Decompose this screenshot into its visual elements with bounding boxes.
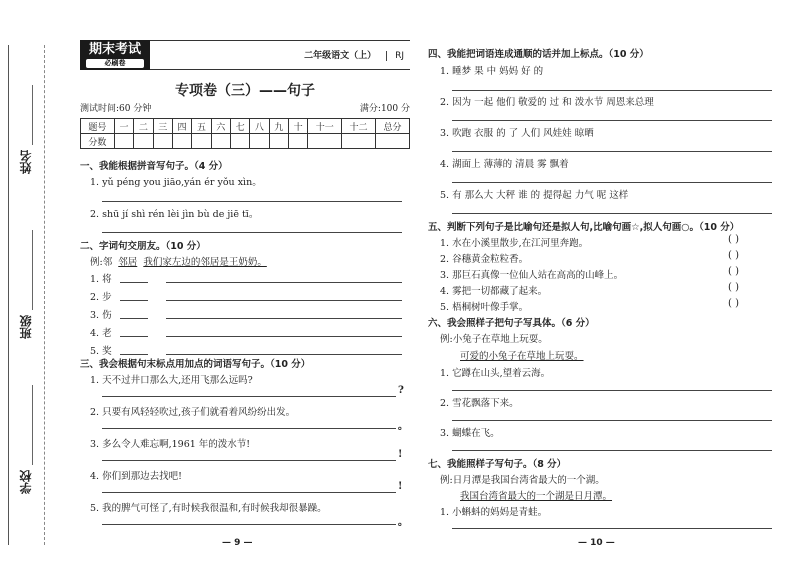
score-table: [80, 118, 410, 149]
section-3-title: 三、我会根据句末标点用加点的词语写句子。（10 分）: [80, 359, 311, 370]
answer-line[interactable]: [452, 120, 772, 121]
sentence-item: 3. 多么令人难忘啊,1961 年的泼水节!: [90, 439, 251, 450]
sentence-item: 2. 只要有风轻轻吹过,孩子们就看着风纷纷出发。: [90, 407, 296, 418]
judge-item: 2. 谷穗黄金粒粒香。: [440, 254, 529, 265]
name-label: 姓名: [18, 150, 33, 174]
name-field: [10, 150, 40, 177]
section-7-title: 七、我能照样子写句子。（8 分）: [428, 459, 567, 470]
score-cell[interactable]: [375, 134, 409, 149]
score-cell[interactable]: [192, 134, 211, 149]
end-punct: ?: [398, 385, 404, 396]
score-cell[interactable]: [342, 134, 376, 149]
answer-line[interactable]: [452, 213, 772, 214]
page-title: 专项卷（三）——句子: [175, 83, 315, 99]
word-order-item: 1. 睡梦 果 中 妈妈 好 的: [440, 66, 544, 77]
answer-paren[interactable]: ( ): [728, 298, 739, 309]
score-cell[interactable]: [269, 134, 288, 149]
expand-item: 2. 雪花飘落下来。: [440, 398, 519, 409]
binding-strip: [0, 0, 58, 580]
cut-line: [44, 45, 45, 545]
score-cell[interactable]: [211, 134, 230, 149]
word-item: 2. 步: [90, 292, 112, 303]
score-header-cell: 九: [269, 119, 288, 134]
exam-logo: [80, 40, 150, 70]
sentence-blank[interactable]: [166, 300, 402, 301]
score-header-cell: 一: [114, 119, 133, 134]
sentence-blank[interactable]: [166, 282, 402, 283]
score-table-header-row: [81, 119, 410, 134]
score-header-cell: 总分: [375, 119, 409, 134]
score-header-cell: 三: [153, 119, 172, 134]
judge-item: 4. 雾把一切都藏了起来。: [440, 286, 548, 297]
section-6-title: 六、我会照样子把句子写具体。（6 分）: [428, 318, 595, 329]
word-blank[interactable]: [120, 318, 148, 319]
class-field: [10, 315, 40, 342]
answer-line[interactable]: [452, 450, 772, 451]
answer-paren[interactable]: ( ): [728, 250, 739, 261]
end-punct: 。: [398, 421, 408, 432]
grade-text: 二年级语文（上）: [304, 51, 377, 61]
answer-line[interactable]: [102, 492, 396, 493]
answer-line[interactable]: [452, 182, 772, 183]
word-order-item: 2. 因为 一起 他们 敬爱的 过 和 泼水节 周恩来总理: [440, 97, 654, 108]
score-cell[interactable]: [250, 134, 269, 149]
answer-line[interactable]: [452, 151, 772, 152]
word-blank[interactable]: [120, 336, 148, 337]
answer-paren[interactable]: ( ): [728, 266, 739, 277]
answer-paren[interactable]: ( ): [728, 282, 739, 293]
pinyin-question: 2. shū jí shì rén lèi jìn bù de jiē tī。: [90, 209, 259, 220]
section-1-title: 一、我能根据拼音写句子。（4 分）: [80, 161, 228, 172]
word-item: 3. 伤: [90, 310, 112, 321]
judge-item: 5. 梧桐树叶像手掌。: [440, 302, 529, 313]
answer-line[interactable]: [452, 528, 772, 529]
word-blank[interactable]: [120, 354, 148, 355]
answer-line[interactable]: [452, 390, 772, 391]
word-blank[interactable]: [120, 282, 148, 283]
score-header-cell: 题号: [81, 119, 115, 134]
score-cell[interactable]: [230, 134, 249, 149]
section-7-example: 例:日月潭是我国台湾省最大的一个湖。: [440, 475, 605, 486]
expand-item: 3. 蝴蝶在飞。: [440, 428, 500, 439]
answer-line[interactable]: [102, 524, 396, 525]
answer-line[interactable]: [102, 232, 402, 233]
section-6-example-answer: 可爱的小兔子在草地上玩耍。: [460, 351, 584, 362]
logo-main: 期末考试: [88, 42, 141, 57]
judge-item: 1. 水在小溪里散步,在江河里奔跑。: [440, 238, 589, 249]
left-page: [62, 0, 412, 580]
edition-text: RJ: [386, 51, 404, 61]
word-item: 1. 将: [90, 274, 112, 285]
score-cell[interactable]: [153, 134, 172, 149]
answer-line[interactable]: [102, 396, 396, 397]
sentence-blank[interactable]: [166, 336, 402, 337]
example-prefix: 例:邻: [90, 257, 113, 268]
end-punct: !: [398, 449, 403, 460]
score-header-cell: 八: [250, 119, 269, 134]
score-header-cell: 十: [288, 119, 307, 134]
page-number: — 9 —: [222, 538, 253, 548]
answer-line[interactable]: [102, 460, 396, 461]
name-underline[interactable]: [32, 85, 33, 145]
logo-sub: 必刷卷: [86, 59, 144, 68]
school-field: [10, 470, 40, 497]
end-punct: 。: [398, 517, 408, 528]
end-punct: !: [398, 481, 403, 492]
exam-meta: [80, 101, 410, 114]
score-header-cell: 六: [211, 119, 230, 134]
word-order-item: 3. 吹跑 衣服 的 了 人们 风娃娃 晾晒: [440, 128, 594, 139]
answer-line[interactable]: [452, 90, 772, 91]
score-header-cell: 七: [230, 119, 249, 134]
score-header-cell: 四: [172, 119, 191, 134]
score-header-cell: 五: [192, 119, 211, 134]
school-label: 学校: [18, 470, 33, 494]
score-cell[interactable]: [308, 134, 342, 149]
answer-line[interactable]: [452, 420, 772, 421]
sentence-blank[interactable]: [166, 318, 402, 319]
grade-label: [304, 48, 404, 61]
score-cell[interactable]: [114, 134, 133, 149]
example-word: 邻居: [118, 257, 138, 268]
score-header-cell: 十二: [342, 119, 376, 134]
answer-line[interactable]: [102, 428, 396, 429]
score-table-value-row: [81, 134, 410, 149]
judge-item: 3. 那巨石真像一位仙人站在高高的山峰上。: [440, 270, 624, 281]
word-item: 5. 奖: [90, 346, 112, 357]
test-time: 测试时间:60 分钟: [80, 104, 152, 114]
sentence-item: 4. 你们到那边去找吧!: [90, 471, 182, 482]
sentence-item: 1. 天不过井口那么大,还用飞那么远吗?: [90, 375, 253, 386]
binding-line: [8, 45, 9, 545]
answer-paren[interactable]: ( ): [728, 234, 739, 245]
class-underline[interactable]: [32, 230, 33, 310]
section-4-title: 四、我能把词语连成通顺的话并加上标点。（10 分）: [428, 49, 649, 60]
word-order-item: 4. 湖面上 薄薄的 清晨 雾 飘着: [440, 159, 569, 170]
section-6-example: 例:小兔子在草地上玩耍。: [440, 334, 548, 345]
pinyin-question: 1. yǔ péng you jiāo,yán ér yǒu xìn。: [90, 177, 262, 188]
rewrite-item: 1. 小蝌蚪的妈妈是青蛙。: [440, 507, 548, 518]
class-label: 班级: [18, 315, 33, 339]
section-2-title: 二、字词句交朋友。（10 分）: [80, 241, 206, 252]
full-score: 满分:100 分: [359, 104, 410, 114]
school-underline[interactable]: [32, 385, 33, 465]
answer-line[interactable]: [102, 201, 402, 202]
word-order-item: 5. 有 那么大 大秤 谁 的 提得起 力气 呢 这样: [440, 190, 629, 201]
section-5-title: 五、判断下列句子是比喻句还是拟人句,比喻句画☆,拟人句画○。（10 分）: [428, 222, 740, 233]
word-item: 4. 老: [90, 328, 112, 339]
sentence-blank[interactable]: [166, 354, 402, 355]
expand-item: 1. 它蹲在山头,望着云海。: [440, 368, 551, 379]
right-page: [428, 0, 780, 580]
score-row-label: 分数: [81, 134, 115, 149]
score-cell[interactable]: [288, 134, 307, 149]
example-sentence: 我们家左边的邻居是王奶奶。: [143, 257, 267, 268]
score-header-cell: 十一: [308, 119, 342, 134]
page-number: — 10 —: [578, 538, 615, 548]
score-cell[interactable]: [134, 134, 153, 149]
word-blank[interactable]: [120, 300, 148, 301]
section-2-example: [90, 254, 267, 268]
sentence-item: 5. 我的脾气可怪了,有时候我很温和,有时候我却很暴躁。: [90, 503, 327, 514]
section-7-example-answer: 我国台湾省最大的一个湖是日月潭。: [460, 491, 613, 502]
score-cell[interactable]: [172, 134, 191, 149]
score-header-cell: 二: [134, 119, 153, 134]
